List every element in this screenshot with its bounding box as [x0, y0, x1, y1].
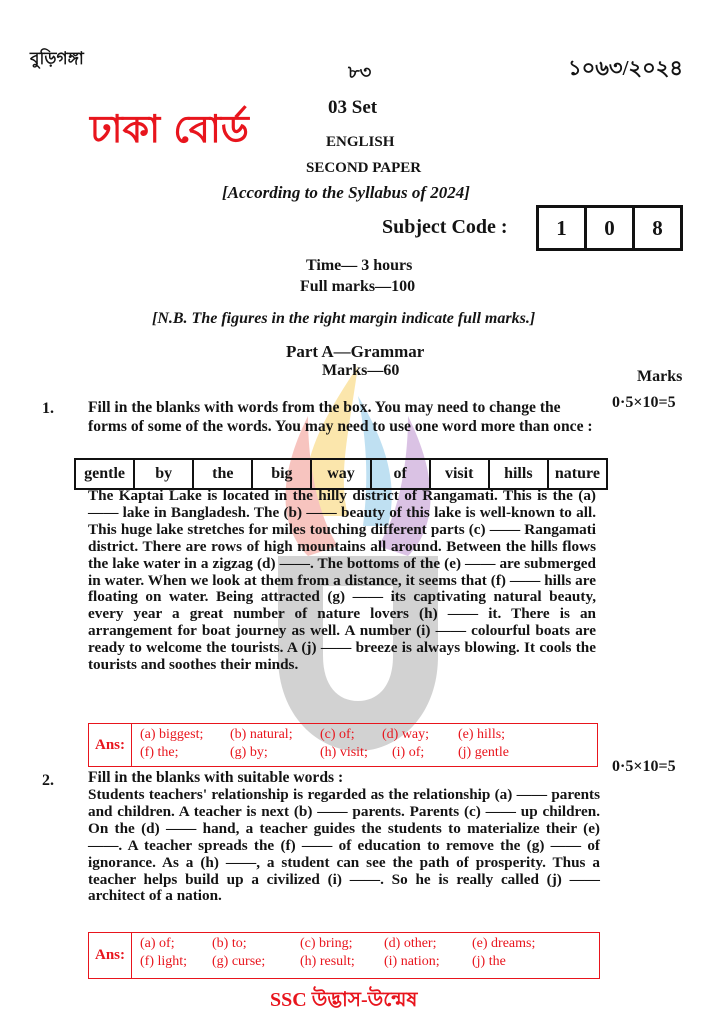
answer-label: Ans: — [89, 724, 132, 766]
answer-item: (e) dreams; — [472, 936, 536, 951]
answer-item: (i) of; — [392, 745, 425, 760]
answer-item: (a) of; — [140, 936, 175, 951]
answer-item: (d) way; — [382, 727, 430, 742]
answer-item: (g) curse; — [212, 954, 266, 969]
subject-title: ENGLISH — [326, 134, 395, 150]
full-marks-info: Full marks—100 — [300, 278, 416, 295]
word-box-item: nature — [554, 465, 600, 482]
marks-heading: Marks — [637, 368, 683, 385]
set-title: 03 Set — [328, 97, 378, 118]
word-box-item: way — [312, 460, 371, 488]
question-passage: Students teachers' relationship is regarded as the relationship (a) —— parents and children. A teacher is next (b) —— parents. Parents (c) —— up children. On the (d) —— hand, a teacher guides the students to materialize their (e) ——. A teacher spreads the (f) —— of education to remove the (g) —— of ignorance. As a (h) ——, a student can see the path of prosperity. Thus a teacher helps build up a civilized (i) ——. So he is really called (j) —— architect of a nation. — [88, 786, 600, 905]
answer-item: (f) the; — [140, 745, 179, 760]
answer-box — [88, 932, 600, 979]
question-number: 1. — [42, 400, 54, 417]
header-right-text: ১০৬৩/২০২৪ — [568, 56, 684, 80]
answer-label: Ans: — [89, 933, 132, 978]
answer-item: (c) of; — [320, 727, 355, 742]
answer-item: (j) gentle — [458, 745, 509, 760]
subject-code-box — [536, 205, 683, 251]
answer-item: (f) light; — [140, 954, 188, 969]
subject-code-label: Subject Code : — [382, 216, 508, 238]
code-digit: 8 — [652, 215, 663, 240]
nb-note: [N.B. The figures in the right margin indicate full marks.] — [152, 310, 536, 327]
answer-item: (a) biggest; — [140, 727, 204, 742]
answer-item: (d) other; — [384, 936, 437, 951]
code-digit: 0 — [587, 208, 635, 248]
word-box — [74, 458, 608, 490]
header-left-text: বুড়িগঙ্গা — [30, 49, 84, 68]
word-box-item: visit — [431, 460, 490, 488]
part-title: Part A—Grammar — [286, 342, 425, 361]
word-box-item: gentle — [76, 460, 135, 488]
answer-item: (g) by; — [230, 745, 268, 760]
board-title: ঢাকা বোর্ড — [90, 107, 249, 151]
time-info: Time— 3 hours — [306, 257, 413, 274]
answer-item: (j) the — [472, 954, 506, 969]
word-box-item: the — [194, 460, 253, 488]
answer-item: (b) natural; — [230, 727, 293, 742]
answer-item: (e) hills; — [458, 727, 506, 742]
word-box-item: by — [135, 460, 194, 488]
question-instruction: Fill in the blanks with suitable words : — [88, 769, 344, 786]
question-marks: 0·5×10=5 — [612, 394, 676, 411]
answer-box — [88, 723, 598, 767]
page-number: ৮৩ — [348, 62, 372, 82]
footer-brand: SSC উদ্ভাস-উন্মেষ — [270, 989, 418, 1011]
answer-item: (b) to; — [212, 936, 247, 951]
syllabus-note: [According to the Syllabus of 2024] — [222, 183, 470, 202]
question-passage: The Kaptai Lake is located in the hilly district of Rangamati. This is the (a) —— lake in Bangladesh. The (b) —— beauty of this lake is well-known to all. This huge lake stretches for miles touching different parts (c) —— Rangamati district. There are rows of high mountains all around. Between the hills flows the lake water in a zigzag (d) ——. The bottoms of the (e) —— are submerged in water. When we look at them from a distance, it seems that (f) —— hills are floating on water. Being attracted (g) —— its captivating natural beauty, every year a great number of nature lovers (h) —— it. There is an arrangement for boat journey as well. A number (i) —— colourful boats are ready to welcome the tourists. A (j) —— breeze is always blowing. It cools the tourists and soothes their minds. — [88, 487, 596, 674]
answer-item: (c) bring; — [300, 936, 353, 951]
part-marks: Marks—60 — [322, 362, 400, 379]
answer-item: (h) visit; — [320, 745, 368, 760]
question-marks: 0·5×10=5 — [612, 758, 676, 775]
code-digit: 1 — [539, 208, 587, 248]
word-box-item: big — [253, 460, 312, 488]
question-instruction: Fill in the blanks with words from the box. You may need to change the forms of some of the words. You may need to use one word more than once : — [88, 399, 593, 435]
question-number: 2. — [42, 772, 54, 789]
answer-item: (h) result; — [300, 954, 355, 969]
paper-title: SECOND PAPER — [306, 160, 422, 176]
answer-item: (i) nation; — [384, 954, 440, 969]
word-box-item: hills — [490, 460, 549, 488]
word-box-item: of — [372, 460, 431, 488]
